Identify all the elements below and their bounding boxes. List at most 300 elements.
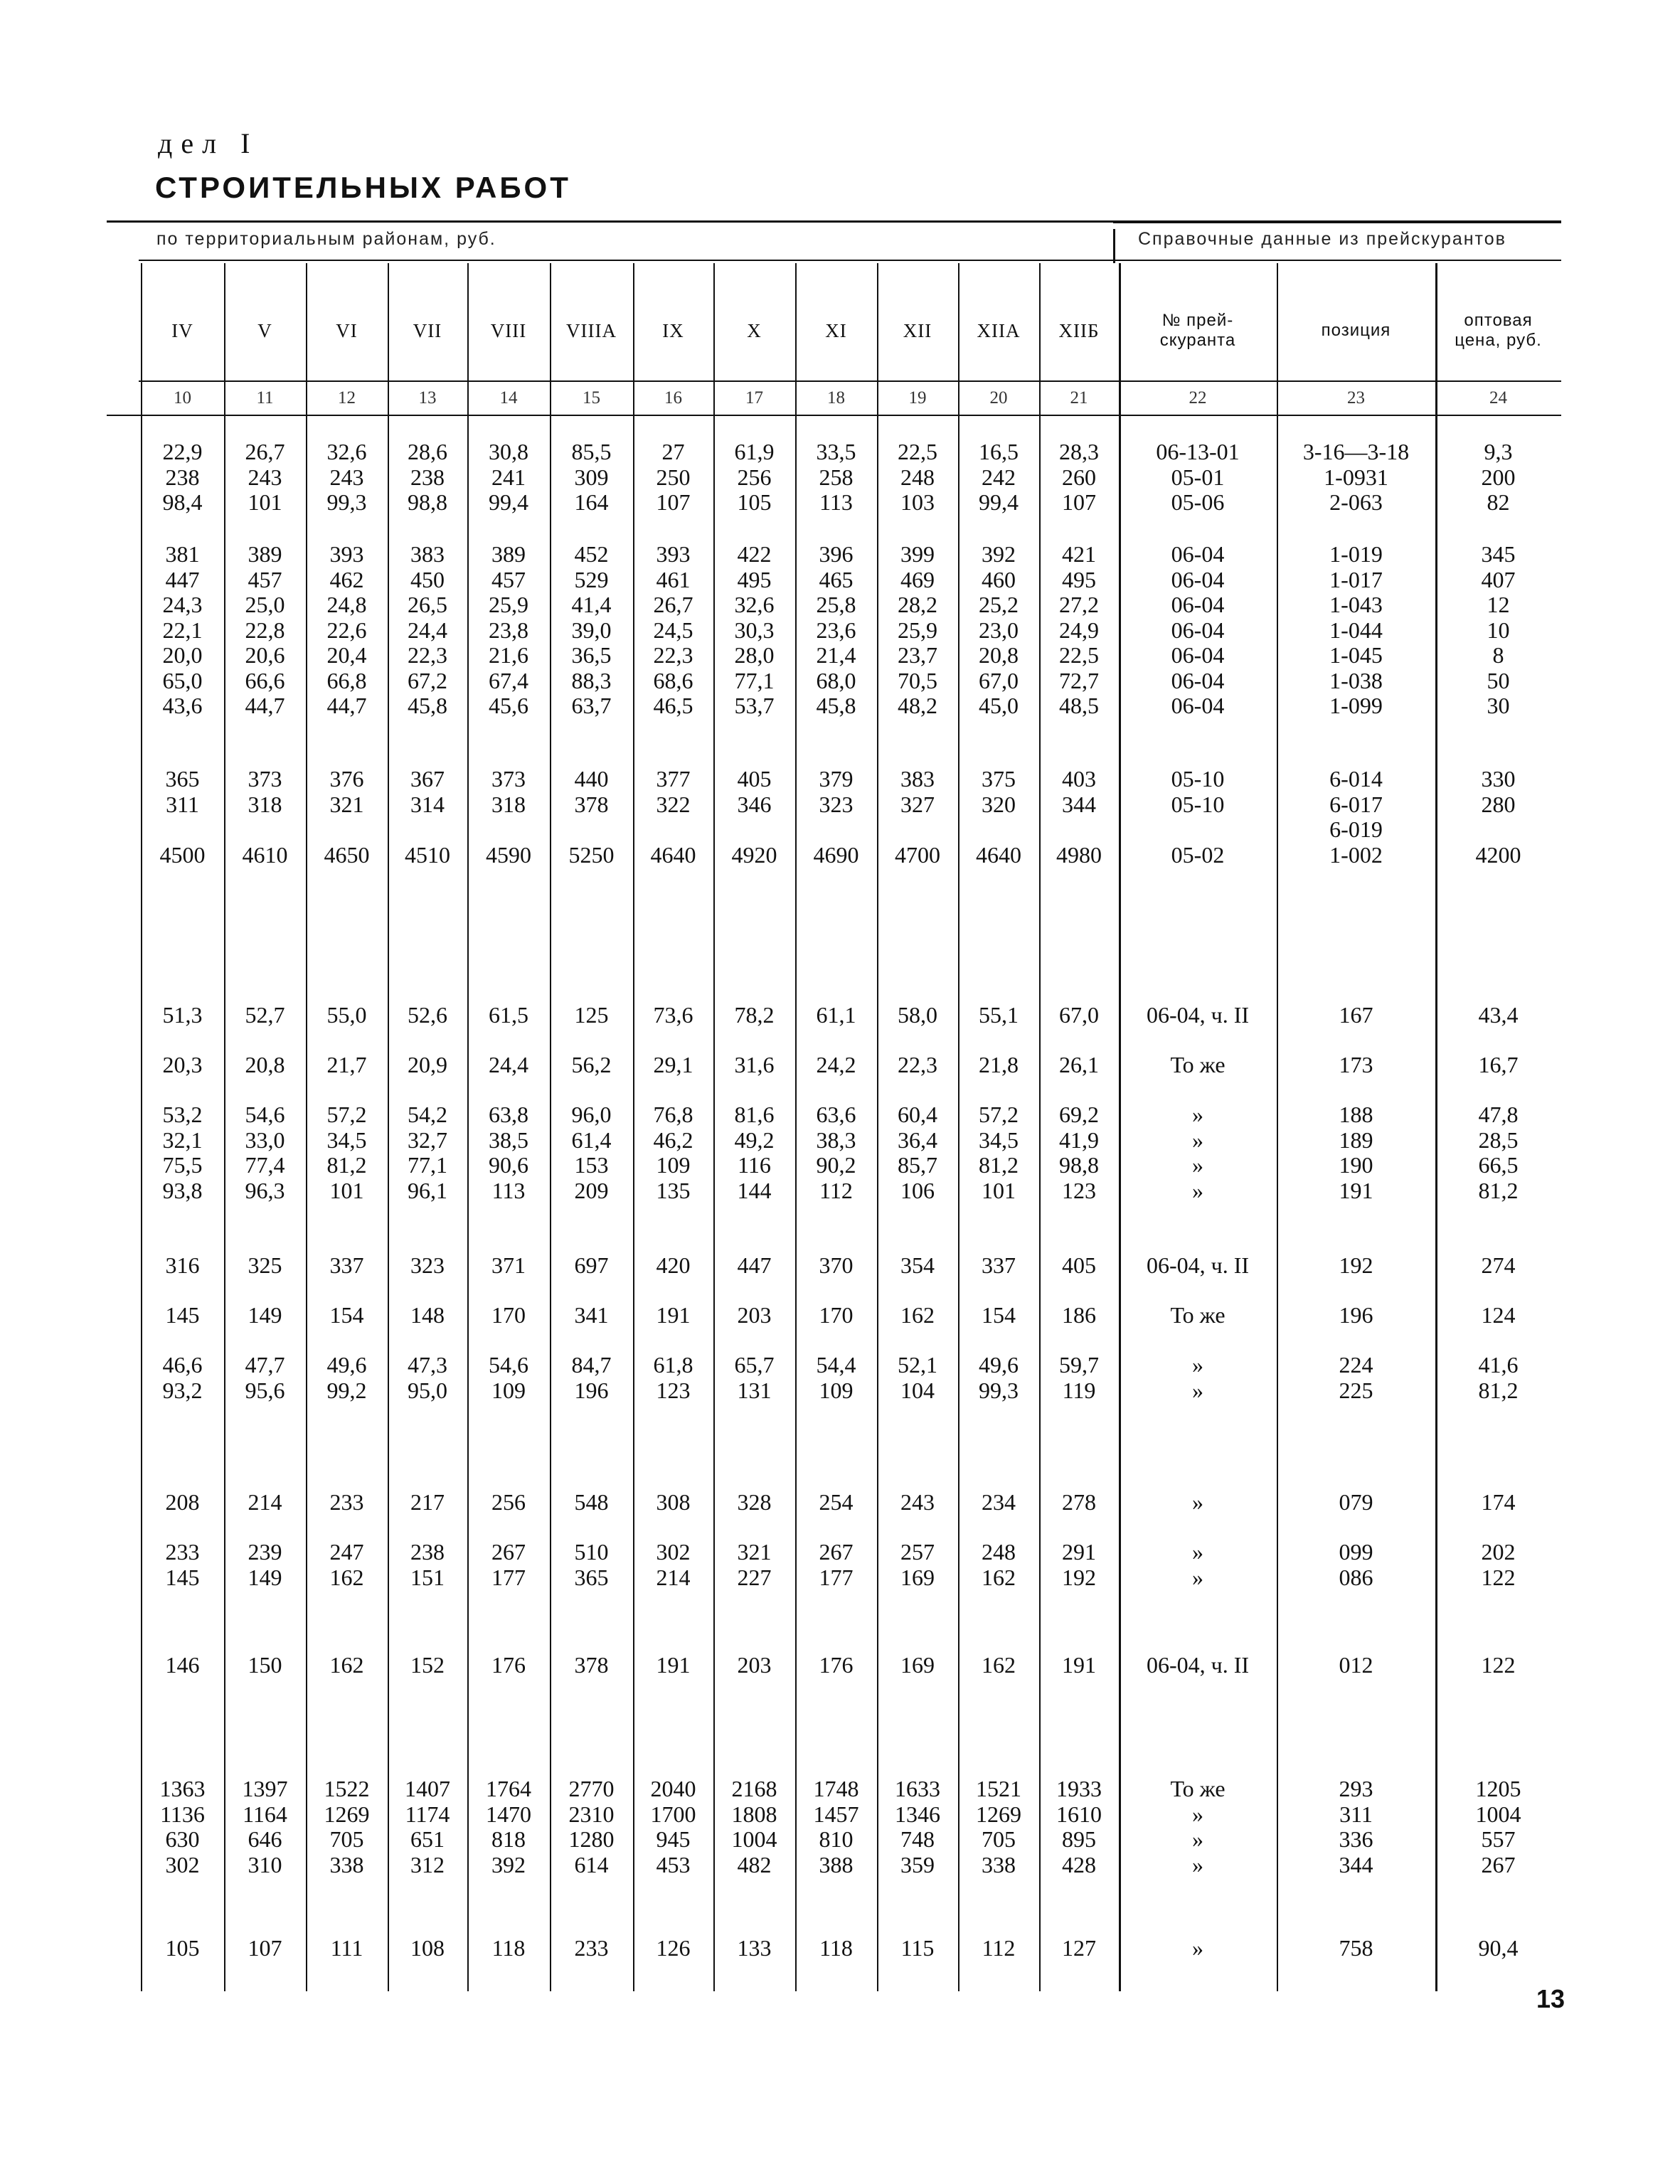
table-cell — [877, 1936, 958, 1961]
cell-value: 548 — [574, 1489, 609, 1515]
column-number-7: 16 — [664, 388, 682, 407]
cell-value: 316 — [165, 1252, 200, 1278]
caption-regions: по территориальным районам, руб. — [156, 229, 496, 249]
cell-value: 196 — [574, 1377, 609, 1403]
cell-value: 58,0 — [898, 1002, 937, 1028]
table-cell — [1039, 1653, 1119, 1678]
cell-value: 895 — [1062, 1826, 1096, 1852]
cell-value: 28,5 — [1478, 1126, 1519, 1153]
cell-value: 127 — [1062, 1935, 1096, 1961]
table-cell — [306, 440, 388, 516]
table-cell — [713, 1303, 795, 1328]
cell-value: 34,5 — [326, 1126, 367, 1153]
cell-value: 322 — [656, 791, 691, 817]
table-cell — [958, 1253, 1039, 1279]
cell-value: 1004 — [731, 1826, 777, 1852]
table-cell — [550, 1102, 633, 1203]
cell-value: 1164 — [243, 1801, 287, 1827]
cell-value: 149 — [248, 1564, 282, 1590]
cell-value: 41,9 — [1059, 1126, 1099, 1153]
cell-value: 06-04 — [1171, 592, 1225, 617]
table-cell — [1435, 1253, 1561, 1279]
cell-value: 818 — [491, 1826, 526, 1852]
cell-value: 153 — [574, 1152, 609, 1178]
cell-value: 116 — [738, 1152, 771, 1178]
cell-value: 375 — [982, 766, 1016, 792]
column-header-10: XII — [903, 319, 932, 341]
cell-value: » — [1192, 1102, 1203, 1127]
cell-value: 107 — [656, 489, 691, 515]
cell-value: 337 — [329, 1252, 364, 1278]
cell-value: 1-017 — [1329, 566, 1383, 592]
cell-value: 697 — [574, 1252, 609, 1278]
cell-value: 88,3 — [571, 667, 612, 693]
cell-value: То же — [1170, 1776, 1226, 1801]
cell-value: 22,3 — [653, 642, 693, 668]
cell-value: 1748 — [813, 1776, 859, 1801]
cell-value: 243 — [248, 464, 282, 490]
cell-value: 06-04, ч. II — [1146, 1002, 1250, 1028]
table-cell — [958, 1777, 1039, 1877]
table-cell — [1039, 1490, 1119, 1516]
cell-value: 344 — [1062, 791, 1096, 817]
section-label: дел I — [158, 127, 259, 159]
table-cell — [1119, 1253, 1277, 1279]
cell-value: 66,5 — [1478, 1152, 1519, 1178]
cell-value: 196 — [1339, 1302, 1373, 1328]
cell-value: 389 — [248, 541, 282, 567]
cell-value: 302 — [165, 1851, 200, 1877]
table-cell — [1277, 1303, 1435, 1328]
cell-value: 191 — [656, 1652, 691, 1678]
table-cell — [877, 1102, 958, 1203]
cell-value: 214 — [656, 1564, 691, 1590]
cell-value: 176 — [491, 1652, 526, 1678]
cell-value: 99,4 — [979, 489, 1019, 515]
column-header-6: VIIIА — [566, 319, 617, 341]
cell-value: 101 — [329, 1177, 364, 1203]
cell-value: 377 — [656, 766, 691, 792]
cell-value: 320 — [982, 791, 1016, 817]
cell-value: 93,8 — [162, 1177, 203, 1203]
cell-value: 54,2 — [408, 1102, 447, 1127]
cell-value: 107 — [1062, 489, 1096, 515]
cell-value: 41,6 — [1478, 1352, 1519, 1378]
table-cell — [224, 1053, 306, 1078]
cell-value: » — [1192, 1377, 1203, 1403]
table-cell — [795, 1253, 877, 1279]
cell-value: 1933 — [1056, 1776, 1102, 1801]
table-cell — [550, 1053, 633, 1078]
cell-value: 164 — [574, 489, 609, 515]
cell-value: 16,7 — [1478, 1052, 1519, 1077]
cell-value: 280 — [1481, 791, 1516, 817]
cell-value: 115 — [900, 1935, 935, 1961]
top-rule-right — [1113, 220, 1561, 223]
table-cell — [795, 1053, 877, 1078]
cell-value: 96,0 — [571, 1102, 612, 1127]
cell-value: 318 — [491, 791, 526, 817]
table-cell — [388, 1490, 467, 1516]
cell-value: 43,6 — [162, 693, 203, 718]
table-cell — [1277, 1102, 1435, 1203]
table-cell — [633, 1253, 713, 1279]
cell-value: 192 — [1339, 1252, 1373, 1278]
cell-value: 20,4 — [326, 642, 367, 668]
table-cell — [467, 1653, 550, 1678]
table-cell — [224, 440, 306, 516]
table-cell — [1277, 1053, 1435, 1078]
cell-value: 1407 — [405, 1776, 450, 1801]
cell-value: 176 — [819, 1652, 854, 1678]
table-cell — [1039, 440, 1119, 516]
table-cell — [141, 1490, 224, 1516]
cell-value: 126 — [656, 1935, 691, 1961]
cell-value: 1-044 — [1329, 617, 1383, 643]
column-number-1: 10 — [174, 388, 191, 407]
cell-value — [550, 817, 633, 843]
cell-value: 69,2 — [1059, 1102, 1099, 1127]
cell-value: 108 — [410, 1935, 445, 1961]
table-cell — [958, 1053, 1039, 1078]
cell-value: 323 — [819, 791, 854, 817]
section-title: СТРОИТЕЛЬНЫХ РАБОТ — [155, 171, 571, 204]
cell-value: 169 — [900, 1652, 935, 1678]
table-cell — [467, 1777, 550, 1877]
cell-value: 25,8 — [816, 592, 856, 617]
cell-value: 118 — [819, 1935, 853, 1961]
cell-value: 31,6 — [734, 1052, 775, 1077]
cell-value: 379 — [819, 766, 854, 792]
cell-value: 381 — [165, 541, 200, 567]
table-cell — [141, 1003, 224, 1028]
table-cell — [713, 1003, 795, 1028]
table-cell — [1119, 1540, 1277, 1590]
cell-value: 25,0 — [245, 592, 285, 617]
cell-value: 267 — [819, 1539, 854, 1565]
column-header-9: XI — [825, 319, 847, 341]
cell-value: 170 — [819, 1302, 854, 1328]
table-cell — [1119, 1102, 1277, 1203]
cell-value: 243 — [329, 464, 364, 490]
cell-value: 73,6 — [653, 1002, 693, 1028]
cell-value: 321 — [737, 1539, 772, 1565]
cell-value — [1039, 817, 1119, 843]
cell-value: 241 — [491, 464, 526, 490]
table-cell — [633, 1777, 713, 1877]
column-header-2: V — [257, 319, 272, 341]
cell-value: 447 — [165, 566, 200, 592]
cell-value: 4700 — [895, 841, 940, 868]
cell-value: 4920 — [731, 841, 777, 868]
cell-value: 65,0 — [162, 667, 203, 693]
cell-value: 131 — [737, 1377, 772, 1403]
cell-value: 112 — [982, 1935, 1016, 1961]
cell-value: 452 — [574, 541, 609, 567]
cell-value: 378 — [574, 1652, 609, 1678]
cell-value: 63,7 — [571, 693, 612, 718]
table-cell — [1119, 1353, 1277, 1403]
cell-value: 345 — [1481, 541, 1516, 567]
table-cell — [306, 1540, 388, 1590]
column-number-15: 24 — [1489, 388, 1507, 407]
cell-value: 28,6 — [408, 439, 447, 464]
cell-value: 82 — [1487, 489, 1510, 515]
column-number-12: 21 — [1070, 388, 1088, 407]
cell-value: 260 — [1062, 464, 1096, 490]
column-number-14: 23 — [1347, 388, 1365, 407]
cell-value: 311 — [166, 791, 199, 817]
cell-value: 39,0 — [571, 617, 612, 643]
cell-value: 24,8 — [326, 592, 367, 617]
cell-value: 30 — [1487, 693, 1510, 718]
cell-value: 383 — [410, 541, 445, 567]
table-cell — [1119, 1003, 1277, 1028]
cell-value: 293 — [1339, 1776, 1373, 1801]
cell-value: 225 — [1339, 1377, 1373, 1403]
cell-value: 22,3 — [898, 1052, 937, 1077]
cell-value: 77,1 — [734, 667, 775, 693]
table-cell — [550, 542, 633, 719]
cell-value: 330 — [1481, 766, 1516, 792]
table-cell — [388, 1253, 467, 1279]
cell-value: 399 — [900, 541, 935, 567]
table-cell — [550, 767, 633, 868]
cell-value: 12 — [1487, 592, 1510, 617]
cell-value: 337 — [982, 1252, 1016, 1278]
table-cell — [877, 440, 958, 516]
cell-value: 217 — [410, 1489, 445, 1515]
table-cell — [1119, 440, 1277, 516]
cell-value: 336 — [1339, 1826, 1373, 1852]
column-number-10: 19 — [908, 388, 927, 407]
cell-value: 4590 — [486, 841, 531, 868]
cell-value: 67,0 — [979, 667, 1019, 693]
column-header-11: XIIА — [977, 319, 1021, 341]
table-cell — [1435, 1490, 1561, 1516]
cell-value: 90,4 — [1478, 1935, 1519, 1961]
cell-value: 214 — [248, 1489, 282, 1515]
cell-value: » — [1192, 1539, 1203, 1565]
table-cell — [713, 1653, 795, 1678]
cell-value: 22,9 — [162, 439, 203, 464]
cell-value: 144 — [737, 1177, 772, 1203]
cell-value — [633, 817, 713, 843]
table-cell — [388, 1003, 467, 1028]
cell-value: 23,7 — [898, 642, 937, 668]
cell-value: 1363 — [159, 1776, 206, 1801]
table-cell — [1277, 1003, 1435, 1028]
cell-value: 06-04 — [1171, 693, 1225, 718]
table-cell — [877, 1053, 958, 1078]
table-cell — [306, 1003, 388, 1028]
cell-value: 308 — [656, 1489, 691, 1515]
cell-value: » — [1192, 1152, 1203, 1178]
cell-value: 256 — [737, 464, 772, 490]
cell-value: 85,7 — [898, 1152, 937, 1178]
cell-value: 257 — [900, 1539, 935, 1565]
cell-value: 105 — [737, 489, 772, 515]
cell-value: 45,8 — [408, 693, 447, 718]
cell-value: 21,6 — [489, 642, 528, 668]
table-cell — [633, 1303, 713, 1328]
table-cell — [224, 1653, 306, 1678]
cell-value: 354 — [900, 1252, 935, 1278]
cell-value: 393 — [329, 541, 364, 567]
cell-value: 53,2 — [162, 1102, 203, 1127]
table-cell — [958, 1540, 1039, 1590]
cell-value: 239 — [248, 1539, 282, 1565]
table-cell — [388, 1303, 467, 1328]
table-cell — [550, 1253, 633, 1279]
table-cell — [1277, 1777, 1435, 1877]
cell-value: 310 — [248, 1851, 282, 1877]
table-cell — [713, 1936, 795, 1961]
table-cell — [795, 1353, 877, 1403]
cell-value: 123 — [1062, 1177, 1096, 1203]
column-number-13: 22 — [1189, 388, 1207, 407]
cell-value: 51,3 — [162, 1002, 203, 1028]
cell-value: 78,2 — [734, 1002, 775, 1028]
cell-value: 90,6 — [489, 1152, 528, 1178]
cell-value: 189 — [1339, 1126, 1373, 1153]
cell-value: 392 — [491, 1851, 526, 1877]
cell-value: 57,2 — [979, 1102, 1019, 1127]
cell-value: 323 — [410, 1252, 445, 1278]
cell-value: 22,5 — [898, 439, 937, 464]
cell-value: 30,8 — [489, 439, 528, 464]
cell-value: 52,7 — [245, 1002, 285, 1028]
table-cell — [141, 1053, 224, 1078]
table-cell — [141, 1936, 224, 1961]
table-cell — [1435, 542, 1561, 719]
table-cell — [467, 542, 550, 719]
table-cell — [550, 1540, 633, 1590]
cell-value: 52,1 — [898, 1352, 937, 1378]
table-cell — [1039, 1353, 1119, 1403]
cell-value: 389 — [491, 541, 526, 567]
cell-value: 945 — [656, 1826, 691, 1852]
cell-value: 68,0 — [816, 667, 856, 693]
cell-value: 63,6 — [816, 1102, 856, 1127]
cell-value: 32,7 — [408, 1126, 447, 1153]
cell-value: 06-04 — [1171, 541, 1225, 567]
cell-value: 49,6 — [326, 1352, 367, 1378]
cell-value: 457 — [248, 566, 282, 592]
table-cell — [388, 1540, 467, 1590]
table-cell — [958, 542, 1039, 719]
cell-value: 75,5 — [162, 1152, 203, 1178]
table-cell — [1277, 1353, 1435, 1403]
cell-value: 173 — [1339, 1052, 1373, 1077]
cell-value: 174 — [1481, 1489, 1516, 1515]
table-cell — [633, 767, 713, 868]
cell-value: 61,1 — [816, 1002, 856, 1028]
cell-value: 145 — [165, 1564, 200, 1590]
cell-value: 291 — [1062, 1539, 1096, 1565]
cell-value: 41,4 — [571, 592, 612, 617]
table-cell — [1277, 1936, 1435, 1961]
table-cell — [224, 1253, 306, 1279]
table-cell — [633, 440, 713, 516]
cell-value: 125 — [574, 1002, 609, 1028]
cell-value: 162 — [982, 1564, 1016, 1590]
table-cell — [141, 1777, 224, 1877]
cell-value: 32,6 — [734, 592, 775, 617]
table-cell — [795, 767, 877, 868]
cell-value: 274 — [1481, 1252, 1516, 1278]
table-cell — [141, 1303, 224, 1328]
cell-value — [306, 817, 388, 843]
cell-value: 61,5 — [489, 1002, 528, 1028]
cell-value: 1-002 — [1329, 841, 1383, 868]
table-cell — [1039, 1777, 1119, 1877]
cell-value: 242 — [982, 464, 1016, 490]
cell-value: 105 — [165, 1935, 200, 1961]
table-cell — [306, 542, 388, 719]
cell-value: » — [1192, 1826, 1203, 1852]
cell-value: 170 — [491, 1302, 526, 1328]
cell-value: 109 — [819, 1377, 854, 1403]
cell-value: 9,3 — [1484, 439, 1513, 464]
cell-value: 810 — [819, 1826, 854, 1852]
cell-value: 202 — [1481, 1539, 1516, 1565]
cell-value: 203 — [737, 1302, 772, 1328]
cell-value: 95,0 — [408, 1377, 447, 1403]
top-rule-left — [107, 220, 1113, 223]
cell-value: 250 — [656, 464, 691, 490]
table-cell — [1435, 440, 1561, 516]
cell-value: 06-04 — [1171, 566, 1225, 592]
cell-value: 1764 — [486, 1776, 531, 1801]
cell-value: 150 — [248, 1652, 282, 1678]
cell-value: 1397 — [242, 1776, 288, 1801]
cell-value: 47,3 — [408, 1352, 447, 1378]
cell-value: 23,0 — [979, 617, 1019, 643]
cell-value: 177 — [819, 1564, 854, 1590]
table-cell — [550, 1003, 633, 1028]
cell-value: 43,4 — [1478, 1002, 1519, 1028]
table-cell — [388, 1053, 467, 1078]
table-cell — [958, 1936, 1039, 1961]
table-cell — [141, 542, 224, 719]
cell-value: 238 — [410, 464, 445, 490]
table-cell — [713, 1102, 795, 1203]
table-cell — [877, 1540, 958, 1590]
cell-value: 3-16—3-18 — [1302, 439, 1410, 464]
table-cell — [1435, 1303, 1561, 1328]
cell-value: 101 — [248, 489, 282, 515]
cell-value: 22,8 — [245, 617, 285, 643]
cell-value: 420 — [656, 1252, 691, 1278]
cell-value: 98,4 — [162, 489, 203, 515]
cell-value: 1633 — [895, 1776, 940, 1801]
cell-value: 1269 — [324, 1801, 370, 1827]
column-number-4: 13 — [418, 388, 437, 407]
table-cell — [550, 1303, 633, 1328]
cell-value: 151 — [410, 1564, 445, 1590]
cell-value: 258 — [819, 464, 854, 490]
cell-value: 318 — [248, 791, 282, 817]
table-cell — [467, 1490, 550, 1516]
cell-value — [1435, 817, 1561, 843]
cell-value: 6-017 — [1329, 791, 1383, 817]
cell-value: » — [1192, 1126, 1203, 1153]
cell-value: 405 — [737, 766, 772, 792]
cell-value: 98,8 — [408, 489, 447, 515]
table-cell — [467, 440, 550, 516]
cell-value: 90,2 — [816, 1152, 856, 1178]
